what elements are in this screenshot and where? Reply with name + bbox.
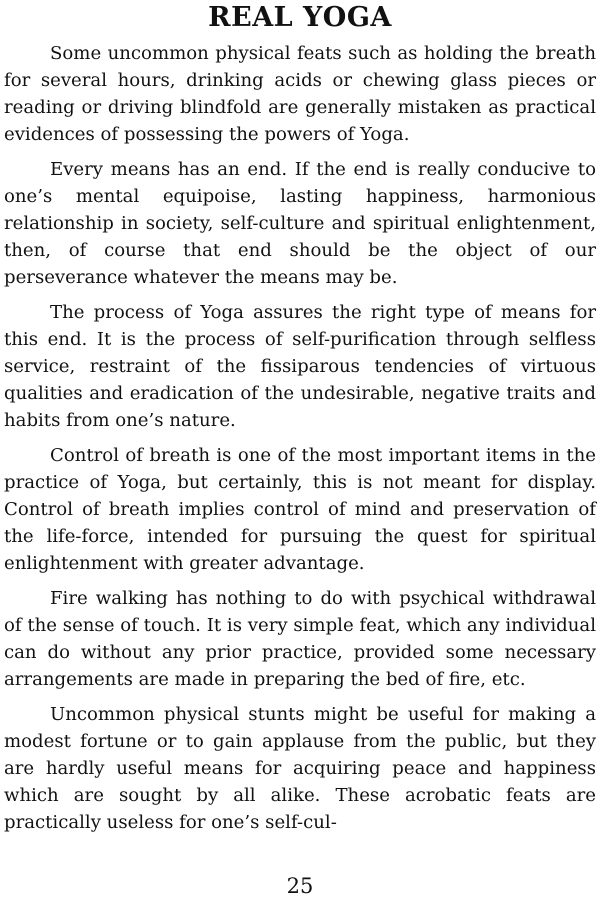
- paragraph-4: Control of breath is one of the most important items in the practice of Yoga, but certainly, this is not meant for display. Control of breath implies control of mind and preservation of the life-force, intended for pursuing the quest for spiritual enlightenment with greater advantage.: [4, 445, 596, 574]
- paragraph-2: Every means has an end. If the end is really conducive to one’s mental equipoise, lasting happiness, harmonious relationship in society, self-culture and spiritual enlightenment, then, of course that end should be the object of our perseverance whatever the means may be.: [4, 159, 596, 288]
- paragraph-5: Fire walking has nothing to do with psychical withdrawal of the sense of touch. It is very simple feat, which any individual can do without any prior practice, provided some necessary arrangements are made in preparing the bed of fire, etc.: [4, 588, 596, 690]
- page-number: 25: [286, 874, 314, 898]
- paragraph-6: Uncommon physical stunts might be useful for making a modest fortune or to gain applause from the public, but they are hardly useful means for acquiring peace and happiness which are sought by all alike. These acrobatic feats are practically useless for one’s self-cul-: [4, 704, 596, 833]
- paragraph-3: The process of Yoga assures the right type of means for this end. It is the process of self-purification through selfless service, restraint of the fissiparous tendencies of virtuous qualities and eradication of the undesirable, negative traits and habits from one’s nature.: [4, 302, 596, 431]
- paragraph-1: Some uncommon physical feats such as holding the breath for several hours, drinking acids or chewing glass pieces or reading or driving blindfold are generally mistaken as practical evidences of possessing the powers of Yoga.: [4, 43, 596, 145]
- chapter-title: REAL YOGA: [208, 2, 392, 33]
- body-text: [4, 40, 596, 836]
